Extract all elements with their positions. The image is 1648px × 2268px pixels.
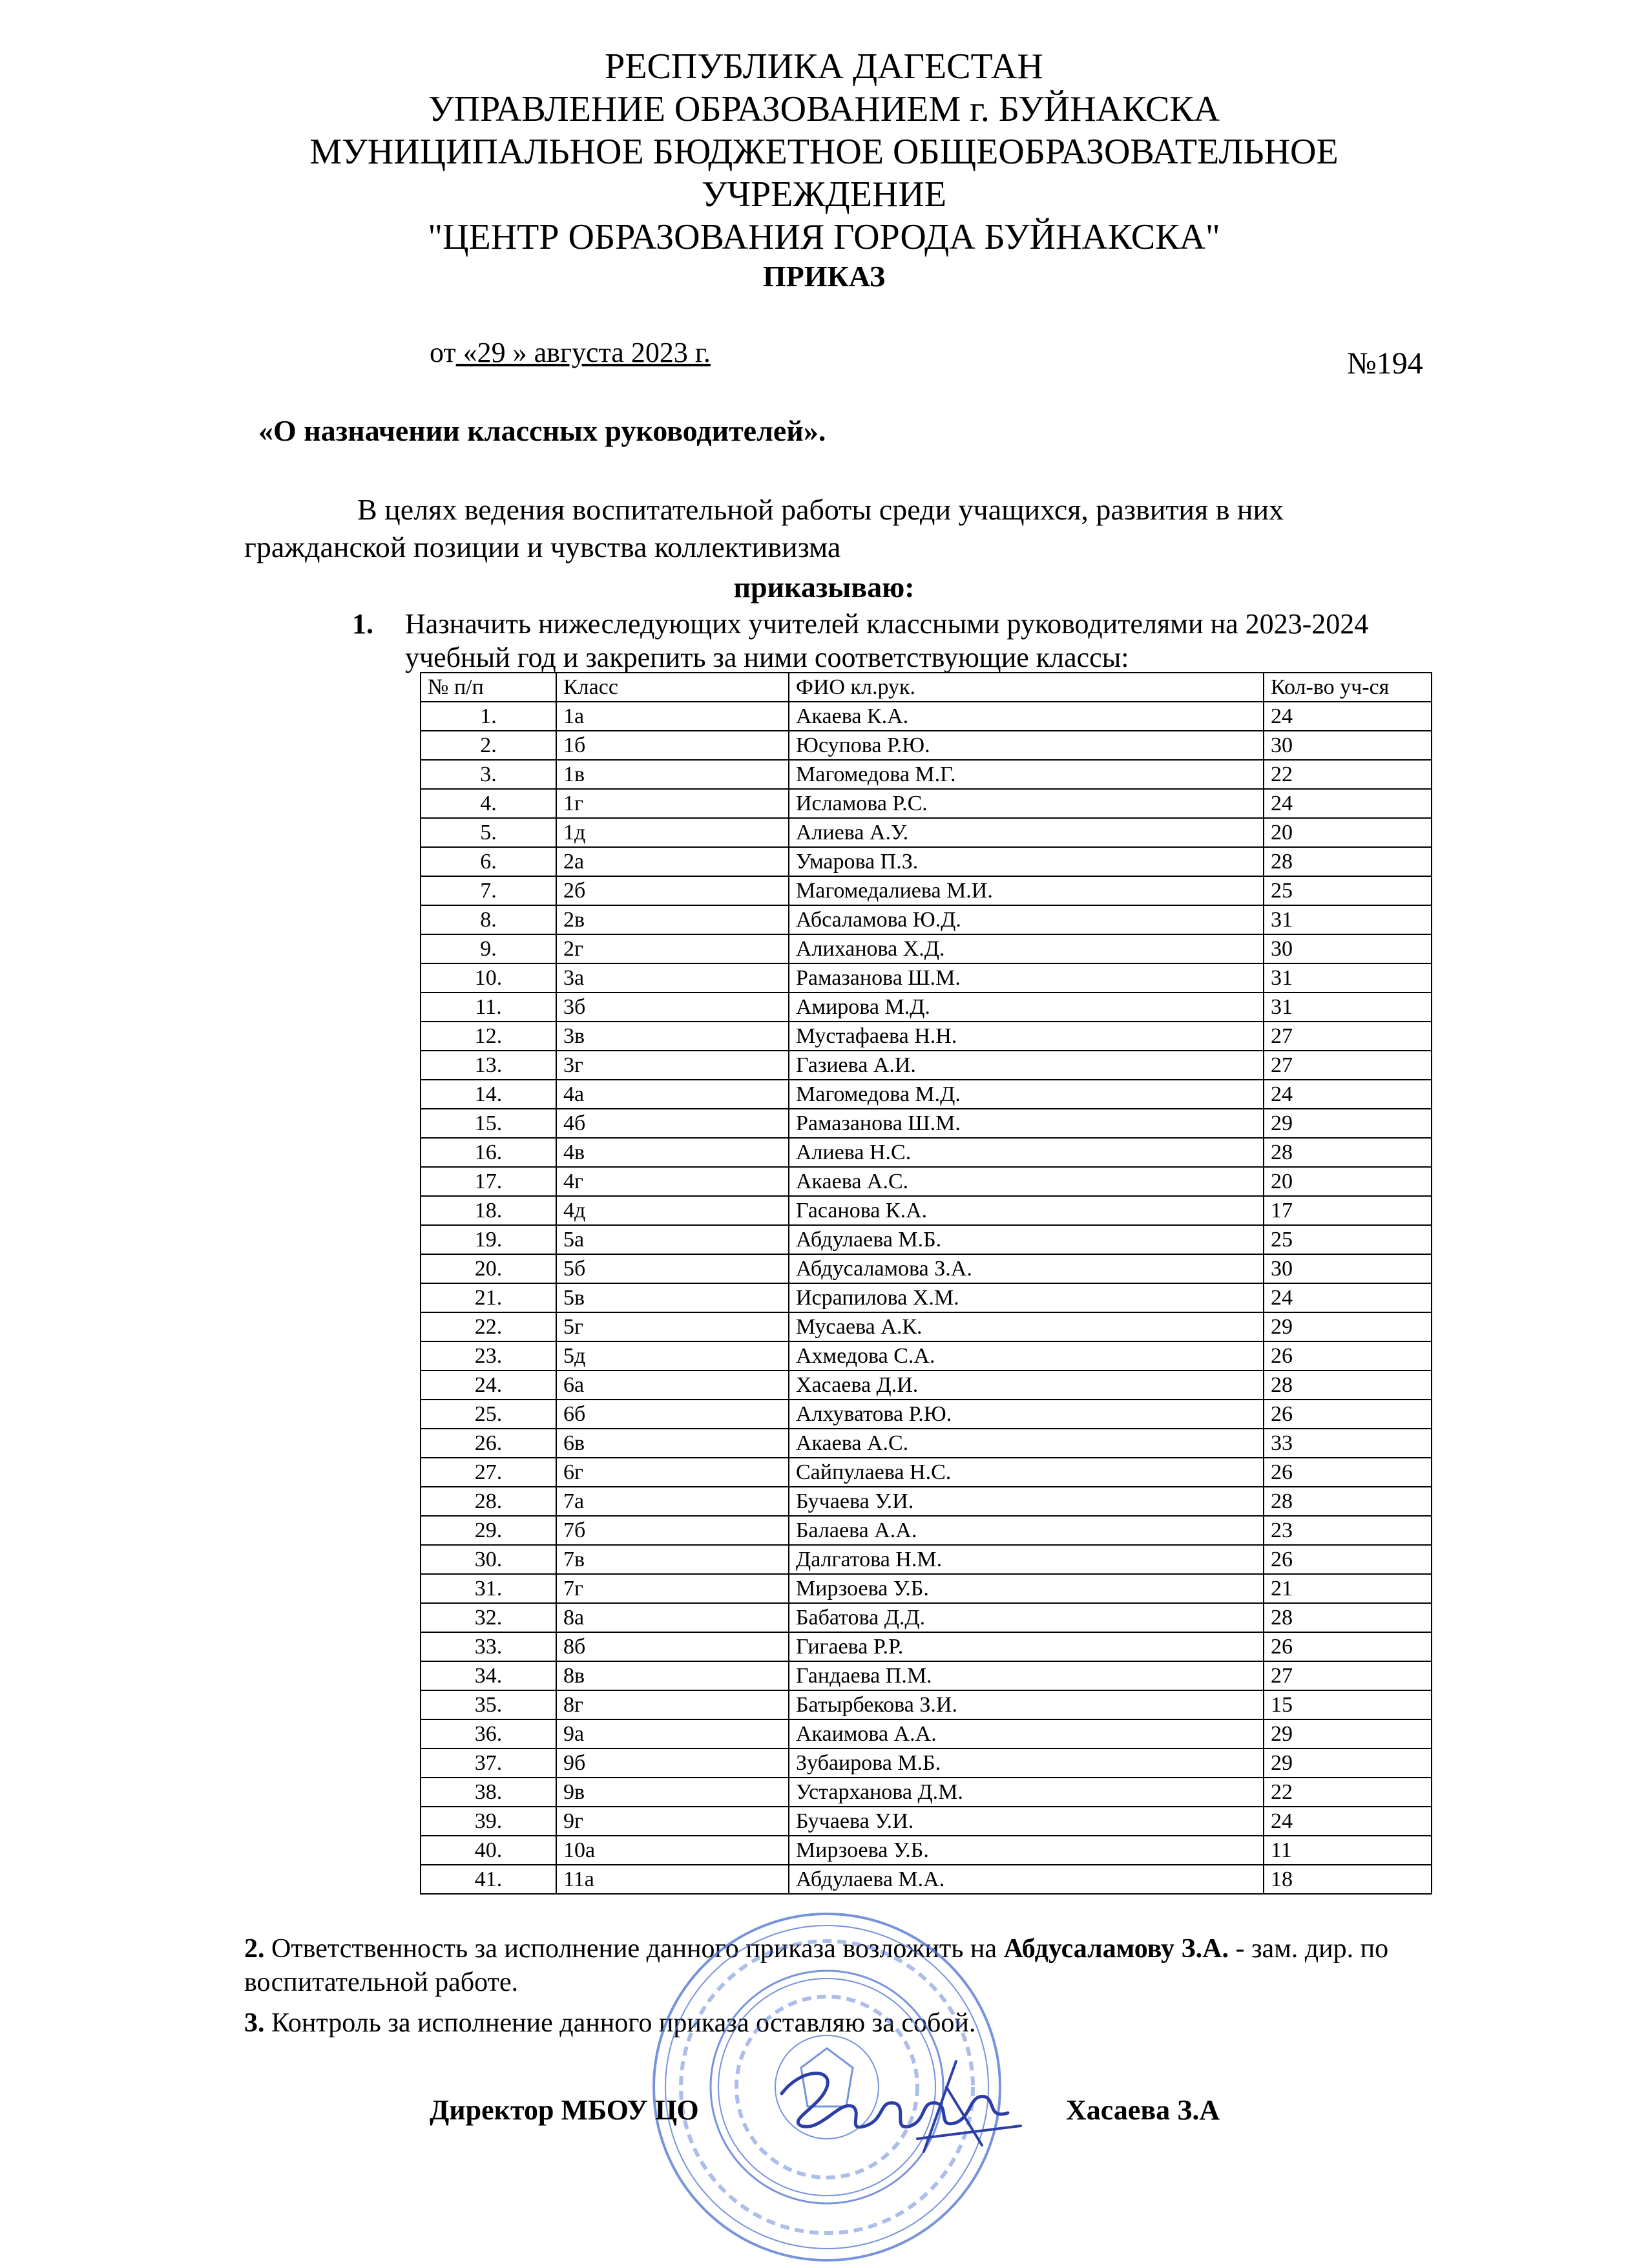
table-row xyxy=(421,1807,1432,1836)
cell-students: 27 xyxy=(1264,1661,1432,1690)
cell-teacher: Абдусаламова З.А. xyxy=(789,1254,1264,1283)
cell-teacher: Мирзоева У.Б. xyxy=(789,1574,1264,1603)
cell-class: 1г xyxy=(556,789,789,818)
cell-class: 1б xyxy=(556,731,789,760)
cell-teacher: Бучаева У.И. xyxy=(789,1807,1264,1836)
cell-students: 29 xyxy=(1264,1312,1432,1341)
signatory-role: Директор МБОУ ЦО xyxy=(430,2094,699,2126)
table-row xyxy=(421,1545,1432,1574)
table-row xyxy=(421,1022,1432,1051)
cell-students: 30 xyxy=(1264,1254,1432,1283)
cell-students: 25 xyxy=(1264,1225,1432,1254)
cell-students: 17 xyxy=(1264,1196,1432,1225)
cell-teacher: Абсаламова Ю.Д. xyxy=(789,905,1264,934)
order-directive: приказываю: xyxy=(733,571,915,604)
header-line-school-name: "ЦЕНТР ОБРАЗОВАНИЯ ГОРОДА БУЙНАКСКА" xyxy=(428,217,1220,257)
cell-students: 33 xyxy=(1264,1429,1432,1458)
cell-class: 2в xyxy=(556,905,789,934)
cell-students: 26 xyxy=(1264,1341,1432,1370)
cell-teacher: Гасанова К.А. xyxy=(789,1196,1264,1225)
cell-teacher: Акаева А.С. xyxy=(789,1167,1264,1196)
cell-teacher: Зубаирова М.Б. xyxy=(789,1748,1264,1778)
cell-teacher: Гигаева Р.Р. xyxy=(789,1632,1264,1661)
cell-students: 28 xyxy=(1264,1487,1432,1516)
header-line-republic: РЕСПУБЛИКА ДАГЕСТАН xyxy=(605,47,1043,87)
cell-class: 5г xyxy=(556,1312,789,1341)
cell-number: 39. xyxy=(421,1807,556,1836)
cell-number: 2. xyxy=(421,731,556,760)
cell-teacher: Мирзоева У.Б. xyxy=(789,1836,1264,1865)
cell-number: 19. xyxy=(421,1225,556,1254)
cell-class: 7г xyxy=(556,1574,789,1603)
cell-number: 21. xyxy=(421,1283,556,1312)
cell-class: 2а xyxy=(556,847,789,876)
table-row xyxy=(421,1778,1432,1807)
table-row xyxy=(421,1516,1432,1545)
cell-students: 11 xyxy=(1264,1836,1432,1865)
cell-number: 4. xyxy=(421,789,556,818)
cell-number: 29. xyxy=(421,1516,556,1545)
col-header-number: № п/п xyxy=(421,673,556,702)
cell-students: 31 xyxy=(1264,992,1432,1022)
cell-students: 28 xyxy=(1264,847,1432,876)
item-text: Назначить нижеследующих учителей классными руководителями на 2023-2024 учебный год и закрепить за ними соответствующие классы: xyxy=(405,608,1369,673)
cell-teacher: Бабатова Д.Д. xyxy=(789,1603,1264,1632)
table-row xyxy=(421,1429,1432,1458)
cell-class: 9а xyxy=(556,1719,789,1748)
cell-students: 22 xyxy=(1264,760,1432,789)
cell-number: 10. xyxy=(421,963,556,992)
cell-students: 18 xyxy=(1264,1865,1432,1894)
cell-teacher: Исрапилова Х.М. xyxy=(789,1283,1264,1312)
cell-students: 28 xyxy=(1264,1370,1432,1400)
cell-students: 21 xyxy=(1264,1574,1432,1603)
cell-class: 4д xyxy=(556,1196,789,1225)
table-row xyxy=(421,1080,1432,1109)
cell-students: 26 xyxy=(1264,1632,1432,1661)
cell-number: 12. xyxy=(421,1022,556,1051)
cell-teacher: Бучаева У.И. xyxy=(789,1487,1264,1516)
cell-students: 24 xyxy=(1264,702,1432,731)
table-body xyxy=(421,702,1432,1894)
cell-class: 5д xyxy=(556,1341,789,1370)
cell-students: 30 xyxy=(1264,934,1432,963)
cell-number: 7. xyxy=(421,876,556,905)
cell-class: 1а xyxy=(556,702,789,731)
table-row xyxy=(421,847,1432,876)
table-row xyxy=(421,1487,1432,1516)
cell-class: 11а xyxy=(556,1865,789,1894)
order-intro xyxy=(244,491,1472,566)
cell-students: 26 xyxy=(1264,1400,1432,1429)
cell-teacher: Устарханова Д.М. xyxy=(789,1778,1264,1807)
cell-number: 18. xyxy=(421,1196,556,1225)
cell-class: 2г xyxy=(556,934,789,963)
cell-teacher: Алиева Н.С. xyxy=(789,1138,1264,1167)
cell-number: 13. xyxy=(421,1051,556,1080)
cell-number: 35. xyxy=(421,1690,556,1719)
cell-class: 5б xyxy=(556,1254,789,1283)
cell-teacher: Мусаева А.К. xyxy=(789,1312,1264,1341)
cell-class: 5в xyxy=(556,1283,789,1312)
cell-number: 32. xyxy=(421,1603,556,1632)
cell-teacher: Рамазанова Ш.М. xyxy=(789,963,1264,992)
cell-class: 4в xyxy=(556,1138,789,1167)
cell-class: 7в xyxy=(556,1545,789,1574)
cell-teacher: Батырбекова З.И. xyxy=(789,1690,1264,1719)
table-row xyxy=(421,992,1432,1022)
cell-students: 20 xyxy=(1264,1167,1432,1196)
cell-class: 8б xyxy=(556,1632,789,1661)
item-text: Контроль за исполнение данного приказа оставляю за собой. xyxy=(264,2008,976,2038)
responsible-person: Абдусаламову З.А. xyxy=(1003,1934,1229,1964)
cell-number: 20. xyxy=(421,1254,556,1283)
table-row xyxy=(421,1748,1432,1778)
cell-number: 16. xyxy=(421,1138,556,1167)
table-row xyxy=(421,1661,1432,1690)
cell-number: 8. xyxy=(421,905,556,934)
table-row xyxy=(421,1400,1432,1429)
table-row xyxy=(421,1341,1432,1370)
table-header-row xyxy=(421,673,1432,702)
cell-class: 6а xyxy=(556,1370,789,1400)
cell-class: 6г xyxy=(556,1458,789,1487)
cell-students: 26 xyxy=(1264,1458,1432,1487)
cell-number: 24. xyxy=(421,1370,556,1400)
cell-students: 24 xyxy=(1264,1807,1432,1836)
date-prefix: от xyxy=(430,337,456,368)
col-header-teacher: ФИО кл.рук. xyxy=(789,673,1264,702)
cell-class: 8а xyxy=(556,1603,789,1632)
table-row xyxy=(421,1603,1432,1632)
item-text: Ответственность за исполнение данного приказа возложить на xyxy=(264,1934,1004,1964)
cell-class: 5а xyxy=(556,1225,789,1254)
cell-students: 29 xyxy=(1264,1109,1432,1138)
cell-number: 9. xyxy=(421,934,556,963)
table-row xyxy=(421,934,1432,963)
cell-students: 29 xyxy=(1264,1748,1432,1778)
table-row xyxy=(421,1254,1432,1283)
cell-class: 3а xyxy=(556,963,789,992)
cell-students: 30 xyxy=(1264,731,1432,760)
cell-teacher: Магомедова М.Д. xyxy=(789,1080,1264,1109)
cell-class: 3г xyxy=(556,1051,789,1080)
table-row xyxy=(421,1225,1432,1254)
cell-teacher: Газиева А.И. xyxy=(789,1051,1264,1080)
cell-teacher: Далгатова Н.М. xyxy=(789,1545,1264,1574)
cell-class: 1д xyxy=(556,818,789,847)
cell-students: 24 xyxy=(1264,1283,1432,1312)
table-row xyxy=(421,1312,1432,1341)
table-row xyxy=(421,905,1432,934)
table-row xyxy=(421,1283,1432,1312)
item-number: 2. xyxy=(244,1934,265,1964)
table-row xyxy=(421,876,1432,905)
cell-number: 25. xyxy=(421,1400,556,1429)
table-row xyxy=(421,1167,1432,1196)
table-row xyxy=(421,1138,1432,1167)
cell-teacher: Юсупова Р.Ю. xyxy=(789,731,1264,760)
col-header-students: Кол-во уч-ся xyxy=(1264,673,1432,702)
table-row xyxy=(421,1370,1432,1400)
table-row xyxy=(421,1632,1432,1661)
cell-number: 41. xyxy=(421,1865,556,1894)
cell-class: 9в xyxy=(556,1778,789,1807)
cell-students: 26 xyxy=(1264,1545,1432,1574)
table-row xyxy=(421,1458,1432,1487)
cell-teacher: Рамазанова Ш.М. xyxy=(789,1109,1264,1138)
class-teachers-table xyxy=(420,672,1432,1895)
cell-number: 27. xyxy=(421,1458,556,1487)
cell-students: 28 xyxy=(1264,1603,1432,1632)
cell-class: 6в xyxy=(556,1429,789,1458)
cell-teacher: Магомедова М.Г. xyxy=(789,760,1264,789)
cell-class: 4б xyxy=(556,1109,789,1138)
director-signature xyxy=(762,2048,1034,2158)
table-row xyxy=(421,1196,1432,1225)
cell-number: 3. xyxy=(421,760,556,789)
cell-teacher: Ахмедова С.А. xyxy=(789,1341,1264,1370)
cell-number: 11. xyxy=(421,992,556,1022)
cell-class: 6б xyxy=(556,1400,789,1429)
cell-class: 2б xyxy=(556,876,789,905)
cell-class: 3б xyxy=(556,992,789,1022)
cell-teacher: Амирова М.Д. xyxy=(789,992,1264,1022)
cell-teacher: Балаева А.А. xyxy=(789,1516,1264,1545)
cell-teacher: Акаева К.А. xyxy=(789,702,1264,731)
table-row xyxy=(421,1109,1432,1138)
table-row xyxy=(421,1865,1432,1894)
date-value: «29 » августа 2023 г. xyxy=(455,337,711,368)
cell-teacher: Хасаева Д.И. xyxy=(789,1370,1264,1400)
cell-teacher: Гандаева П.М. xyxy=(789,1661,1264,1690)
cell-number: 33. xyxy=(421,1632,556,1661)
cell-number: 6. xyxy=(421,847,556,876)
table-row xyxy=(421,702,1432,731)
cell-number: 23. xyxy=(421,1341,556,1370)
cell-teacher: Магомедалиева М.И. xyxy=(789,876,1264,905)
cell-class: 7б xyxy=(556,1516,789,1545)
header-line-institution: УЧРЕЖДЕНИЕ xyxy=(701,174,947,215)
cell-students: 29 xyxy=(1264,1719,1432,1748)
cell-class: 3в xyxy=(556,1022,789,1051)
cell-teacher: Акаимова А.А. xyxy=(789,1719,1264,1748)
item-number: 3. xyxy=(244,2008,265,2038)
table-row xyxy=(421,731,1432,760)
cell-students: 28 xyxy=(1264,1138,1432,1167)
table-row xyxy=(421,1690,1432,1719)
cell-teacher: Исламова Р.С. xyxy=(789,789,1264,818)
cell-students: 24 xyxy=(1264,789,1432,818)
table-row xyxy=(421,963,1432,992)
table-row xyxy=(421,1836,1432,1865)
intro-line-2: гражданской позиции и чувства коллективизма xyxy=(244,530,841,563)
cell-students: 23 xyxy=(1264,1516,1432,1545)
cell-number: 37. xyxy=(421,1748,556,1778)
cell-class: 1в xyxy=(556,760,789,789)
cell-class: 4а xyxy=(556,1080,789,1109)
cell-teacher: Алиханова Х.Д. xyxy=(789,934,1264,963)
cell-students: 22 xyxy=(1264,1778,1432,1807)
table-row xyxy=(421,1719,1432,1748)
cell-number: 14. xyxy=(421,1080,556,1109)
cell-number: 31. xyxy=(421,1574,556,1603)
document-header xyxy=(0,45,1648,295)
item-number: 1. xyxy=(352,608,373,640)
cell-students: 31 xyxy=(1264,963,1432,992)
cell-students: 24 xyxy=(1264,1080,1432,1109)
cell-number: 38. xyxy=(421,1778,556,1807)
cell-number: 30. xyxy=(421,1545,556,1574)
cell-number: 15. xyxy=(421,1109,556,1138)
intro-line-1: В целях ведения воспитательной работы среди учащихся, развития в них xyxy=(357,493,1284,526)
table-row xyxy=(421,1051,1432,1080)
table-row xyxy=(421,818,1432,847)
order-number: №194 xyxy=(1347,346,1423,381)
cell-students: 15 xyxy=(1264,1690,1432,1719)
cell-class: 4г xyxy=(556,1167,789,1196)
table-row xyxy=(421,789,1432,818)
signatory-name: Хасаева З.А xyxy=(1066,2094,1220,2126)
cell-number: 17. xyxy=(421,1167,556,1196)
cell-class: 9г xyxy=(556,1807,789,1836)
cell-number: 22. xyxy=(421,1312,556,1341)
table-row xyxy=(421,1574,1432,1603)
cell-students: 25 xyxy=(1264,876,1432,905)
cell-class: 8г xyxy=(556,1690,789,1719)
cell-class: 8в xyxy=(556,1661,789,1690)
cell-teacher: Алхуватова Р.Ю. xyxy=(789,1400,1264,1429)
cell-teacher: Абдулаева М.Б. xyxy=(789,1225,1264,1254)
cell-number: 28. xyxy=(421,1487,556,1516)
header-line-institution-type: МУНИЦИПАЛЬНОЕ БЮДЖЕТНОЕ ОБЩЕОБРАЗОВАТЕЛЬНОЕ xyxy=(309,132,1339,172)
cell-students: 27 xyxy=(1264,1051,1432,1080)
cell-number: 36. xyxy=(421,1719,556,1748)
header-line-department: УПРАВЛЕНИЕ ОБРАЗОВАНИЕМ г. БУЙНАКСКА xyxy=(428,89,1220,129)
cell-teacher: Сайпулаева Н.С. xyxy=(789,1458,1264,1487)
cell-class: 9б xyxy=(556,1748,789,1778)
item-text-tail: - зам. дир. по воспитательной работе. xyxy=(244,1934,1389,1997)
order-date xyxy=(430,336,711,369)
cell-class: 7а xyxy=(556,1487,789,1516)
cell-number: 5. xyxy=(421,818,556,847)
cell-teacher: Алиева А.У. xyxy=(789,818,1264,847)
table-row xyxy=(421,760,1432,789)
cell-students: 27 xyxy=(1264,1022,1432,1051)
cell-teacher: Абдулаева М.А. xyxy=(789,1865,1264,1894)
cell-students: 31 xyxy=(1264,905,1432,934)
cell-teacher: Акаева А.С. xyxy=(789,1429,1264,1458)
cell-class: 10а xyxy=(556,1836,789,1865)
cell-number: 26. xyxy=(421,1429,556,1458)
cell-teacher: Мустафаева Н.Н. xyxy=(789,1022,1264,1051)
document-type: ПРИКАЗ xyxy=(762,260,886,293)
cell-number: 40. xyxy=(421,1836,556,1865)
cell-number: 34. xyxy=(421,1661,556,1690)
cell-students: 20 xyxy=(1264,818,1432,847)
cell-teacher: Умарова П.З. xyxy=(789,847,1264,876)
order-item-1 xyxy=(352,607,1450,675)
col-header-class: Класс xyxy=(556,673,789,702)
cell-number: 1. xyxy=(421,702,556,731)
order-subject: «О назначении классных руководителей». xyxy=(258,414,826,447)
